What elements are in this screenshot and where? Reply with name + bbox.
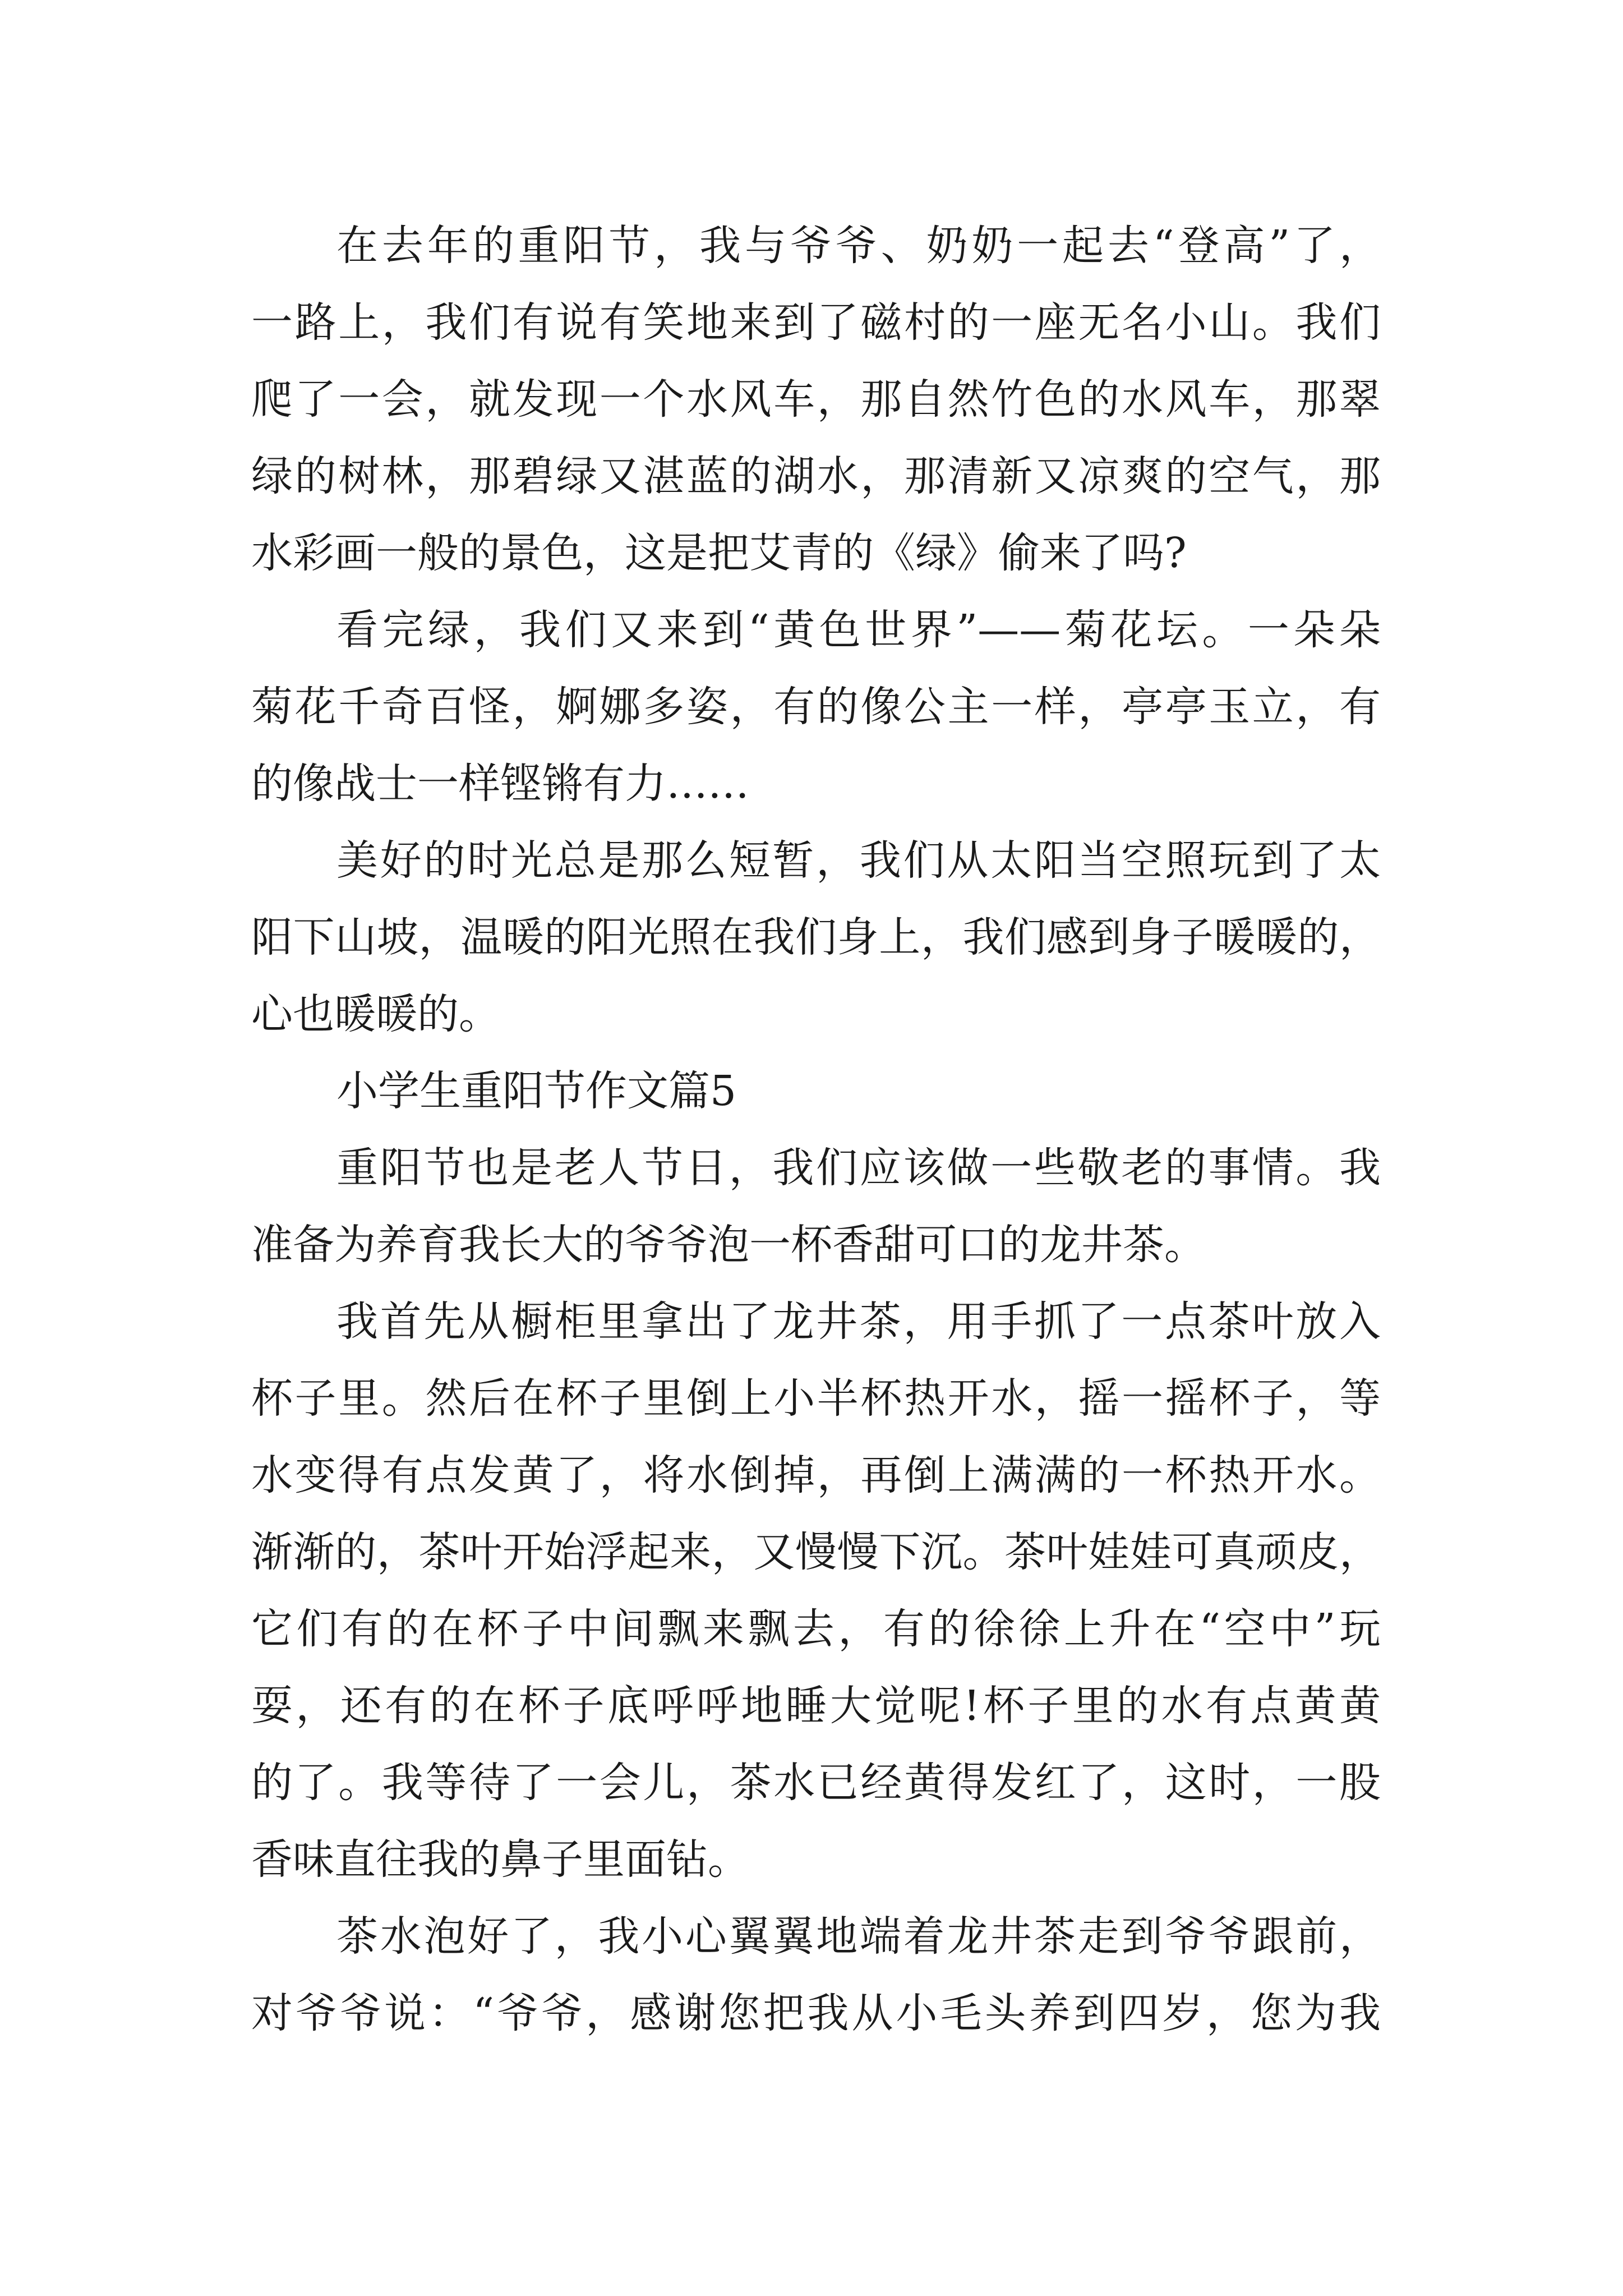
text-line: 它们有的在杯子中间飘来飘去，有的徐徐上升在“空中”玩 [251,1605,1381,1653]
text-line: 水变得有点发黄了，将水倒掉，再倒上满满的一杯热开水。 [251,1451,1381,1499]
text-line: 我首先从橱柜里拿出了龙井茶，用手抓了一点茶叶放入 [336,1297,1381,1346]
text-line: 重阳节也是老人节日，我们应该做一些敬老的事情。我 [336,1144,1381,1192]
paragraph [251,822,1381,1053]
text-line: 耍，还有的在杯子底呼呼地睡大觉呢!杯子里的水有点黄黄 [251,1682,1381,1730]
paragraph [251,592,1381,822]
text-line: 渐渐的，茶叶开始浮起来，又慢慢下沉。茶叶娃娃可真顽皮， [251,1528,1381,1576]
document-body [251,208,1381,2052]
paragraph [251,1283,1381,1898]
text-line: 对爷爷说：“爷爷，感谢您把我从小毛头养到四岁，您为我 [251,1989,1381,2037]
text-line: 茶水泡好了，我小心翼翼地端着龙井茶走到爷爷跟前， [336,1912,1381,1961]
text-line: 心也暖暖的。 [251,990,500,1038]
text-line: 美好的时光总是那么短暂，我们从太阳当空照玩到了太 [336,836,1381,885]
text-line: 爬了一会，就发现一个水风车，那自然竹色的水风车，那翠 [251,375,1381,424]
text-line: 一路上，我们有说有笑地来到了磁村的一座无名小山。我们 [251,298,1381,347]
section-heading [251,1053,1381,1130]
text-line: 准备为养育我长大的爷爷泡一杯香甜可口的龙井茶。 [251,1221,1206,1269]
text-line: 香味直往我的鼻子里面钻。 [251,1835,749,1884]
text-line: 在去年的重阳节，我与爷爷、奶奶一起去“登高”了， [336,222,1381,270]
paragraph [251,208,1381,592]
text-line: 看完绿，我们又来到“黄色世界”——菊花坛。一朵朵 [336,606,1381,654]
text-line: 杯子里。然后在杯子里倒上小半杯热开水，摇一摇杯子，等 [251,1374,1381,1423]
text-line: 的像战士一样铿锵有力…… [251,760,749,808]
text-line: 阳下山坡，温暖的阳光照在我们身上，我们感到身子暖暖的， [251,913,1381,961]
paragraph [251,1130,1381,1283]
heading-line: 小学生重阳节作文篇5 [336,1067,737,1115]
text-line: 绿的树林，那碧绿又湛蓝的湖水，那清新又凉爽的空气，那 [251,452,1381,500]
text-line: 菊花千奇百怪，婀娜多姿，有的像公主一样，亭亭玉立，有 [251,683,1381,731]
text-line: 水彩画一般的景色，这是把艾青的《绿》偷来了吗? [251,529,1187,577]
text-line: 的了。我等待了一会儿，茶水已经黄得发红了，这时，一股 [251,1759,1381,1807]
paragraph [251,1898,1381,2052]
